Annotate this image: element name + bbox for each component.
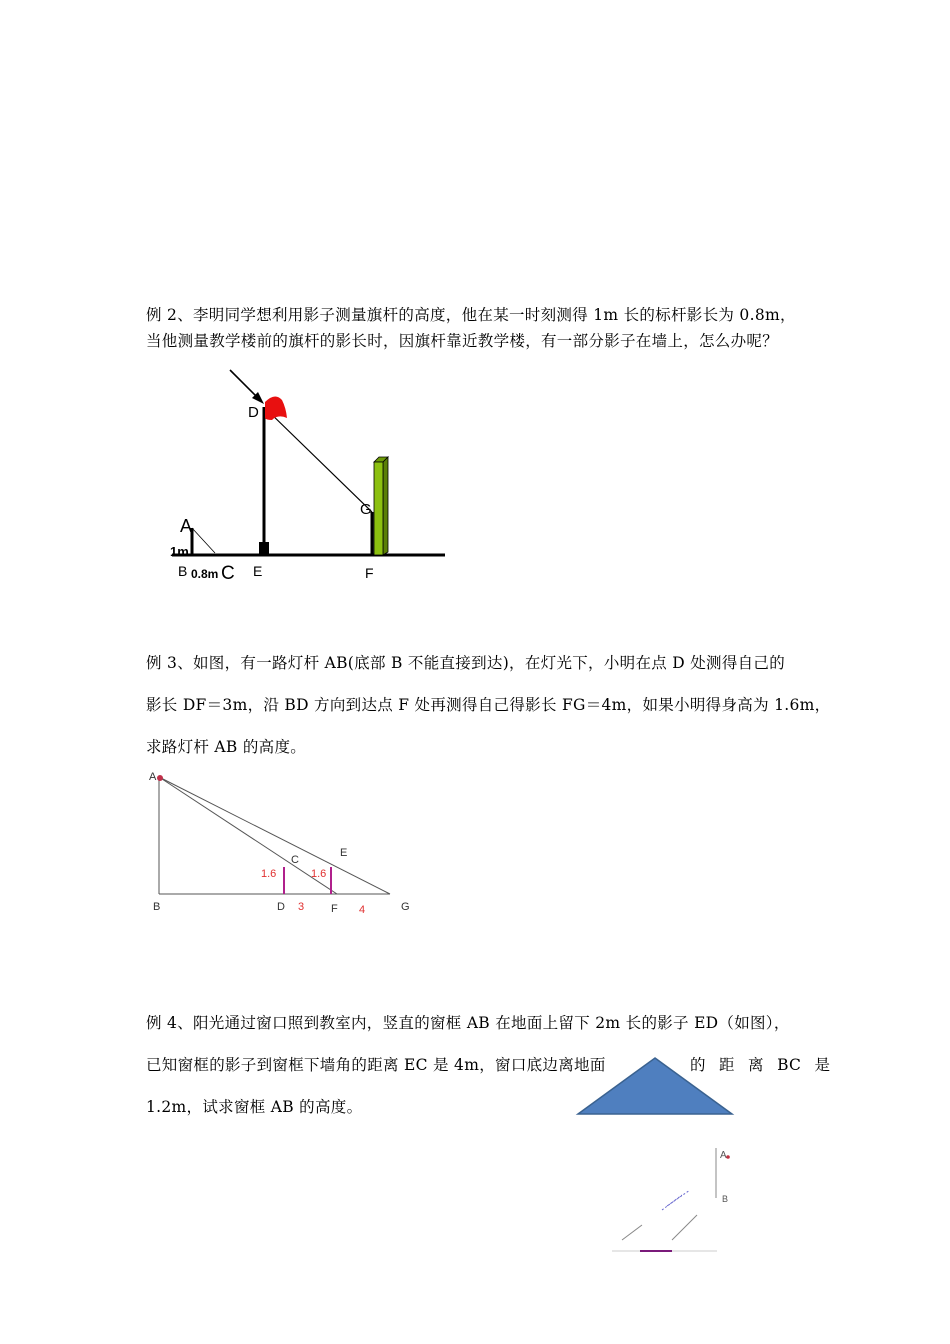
label-0.8m: 0.8m bbox=[191, 567, 219, 581]
blue-triangle bbox=[578, 1058, 732, 1114]
label-A: A bbox=[180, 516, 193, 536]
label-1m: 1m bbox=[170, 544, 189, 559]
label-A: A bbox=[149, 771, 157, 783]
example4-line1: 例 4、阳光通过窗口照到教室内，竖直的窗框 AB 在地面上留下 2m 长的影子 ED（如图）， bbox=[146, 1014, 790, 1032]
example2-figure bbox=[160, 362, 460, 592]
lamp-icon bbox=[157, 775, 163, 781]
marker-ray-AC bbox=[192, 528, 215, 553]
point-A-icon bbox=[726, 1155, 730, 1159]
triangle-shape bbox=[574, 1056, 736, 1118]
sun-ray bbox=[230, 370, 257, 397]
label-D: D bbox=[277, 901, 285, 913]
building bbox=[374, 462, 383, 555]
example3-figure bbox=[145, 765, 425, 925]
length-FG: 4 bbox=[359, 904, 366, 916]
building-side bbox=[383, 457, 388, 555]
example3-line3: 求路灯杆 AB 的高度。 bbox=[146, 738, 307, 756]
length-DF: 3 bbox=[298, 901, 305, 913]
label-C: C bbox=[221, 563, 235, 584]
ray-3 bbox=[622, 1225, 642, 1240]
label-G: G bbox=[401, 901, 410, 913]
example4-figure bbox=[612, 1140, 752, 1260]
label-E: E bbox=[340, 847, 348, 859]
example2-line2: 当他测量教学楼前的旗杆的影长时，因旗杆靠近教学楼，有一部分影子在墙上，怎么办呢？ bbox=[146, 332, 779, 350]
example4-line2a: 已知窗框的影子到窗框下墙角的距离 EC 是 4m，窗口底边离地面 bbox=[146, 1056, 606, 1074]
label-E: E bbox=[253, 563, 263, 579]
label-A: A bbox=[720, 1150, 727, 1161]
label-G: G bbox=[360, 501, 372, 518]
height-label-1: 1.6 bbox=[261, 868, 277, 880]
label-F: F bbox=[331, 903, 338, 915]
flag-icon bbox=[265, 396, 287, 420]
label-C: C bbox=[291, 854, 299, 866]
label-B: B bbox=[153, 901, 161, 913]
ray-1 bbox=[662, 1195, 682, 1210]
example3-line1: 例 3、如图，有一路灯杆 AB(底部 B 不能直接到达)，在灯光下，小明在点 D 处测得自己的 bbox=[146, 654, 786, 672]
example3-line2: 影长 DF＝3m，沿 BD 方向到达点 F 处再测得自己得影长 FG＝4m，如果小明得身高为 1.6m， bbox=[146, 696, 831, 714]
example2-line1: 例 2、李明同学想利用影子测量旗杆的高度，他在某一时刻测得 1m 长的标杆影长为 0.8m， bbox=[146, 306, 796, 324]
label-B: B bbox=[722, 1194, 729, 1204]
example4-line2b: 的 距 离 BC 是 bbox=[690, 1056, 831, 1074]
label-B: B bbox=[178, 563, 188, 579]
ray-4 bbox=[672, 1215, 697, 1240]
example4-line3: 1.2m，试求窗框 AB 的高度。 bbox=[146, 1098, 363, 1116]
ray-DG bbox=[265, 408, 372, 512]
flagpole-base bbox=[259, 542, 269, 555]
label-F: F bbox=[365, 565, 374, 581]
label-D: D bbox=[248, 404, 259, 421]
height-label-2: 1.6 bbox=[311, 868, 327, 880]
